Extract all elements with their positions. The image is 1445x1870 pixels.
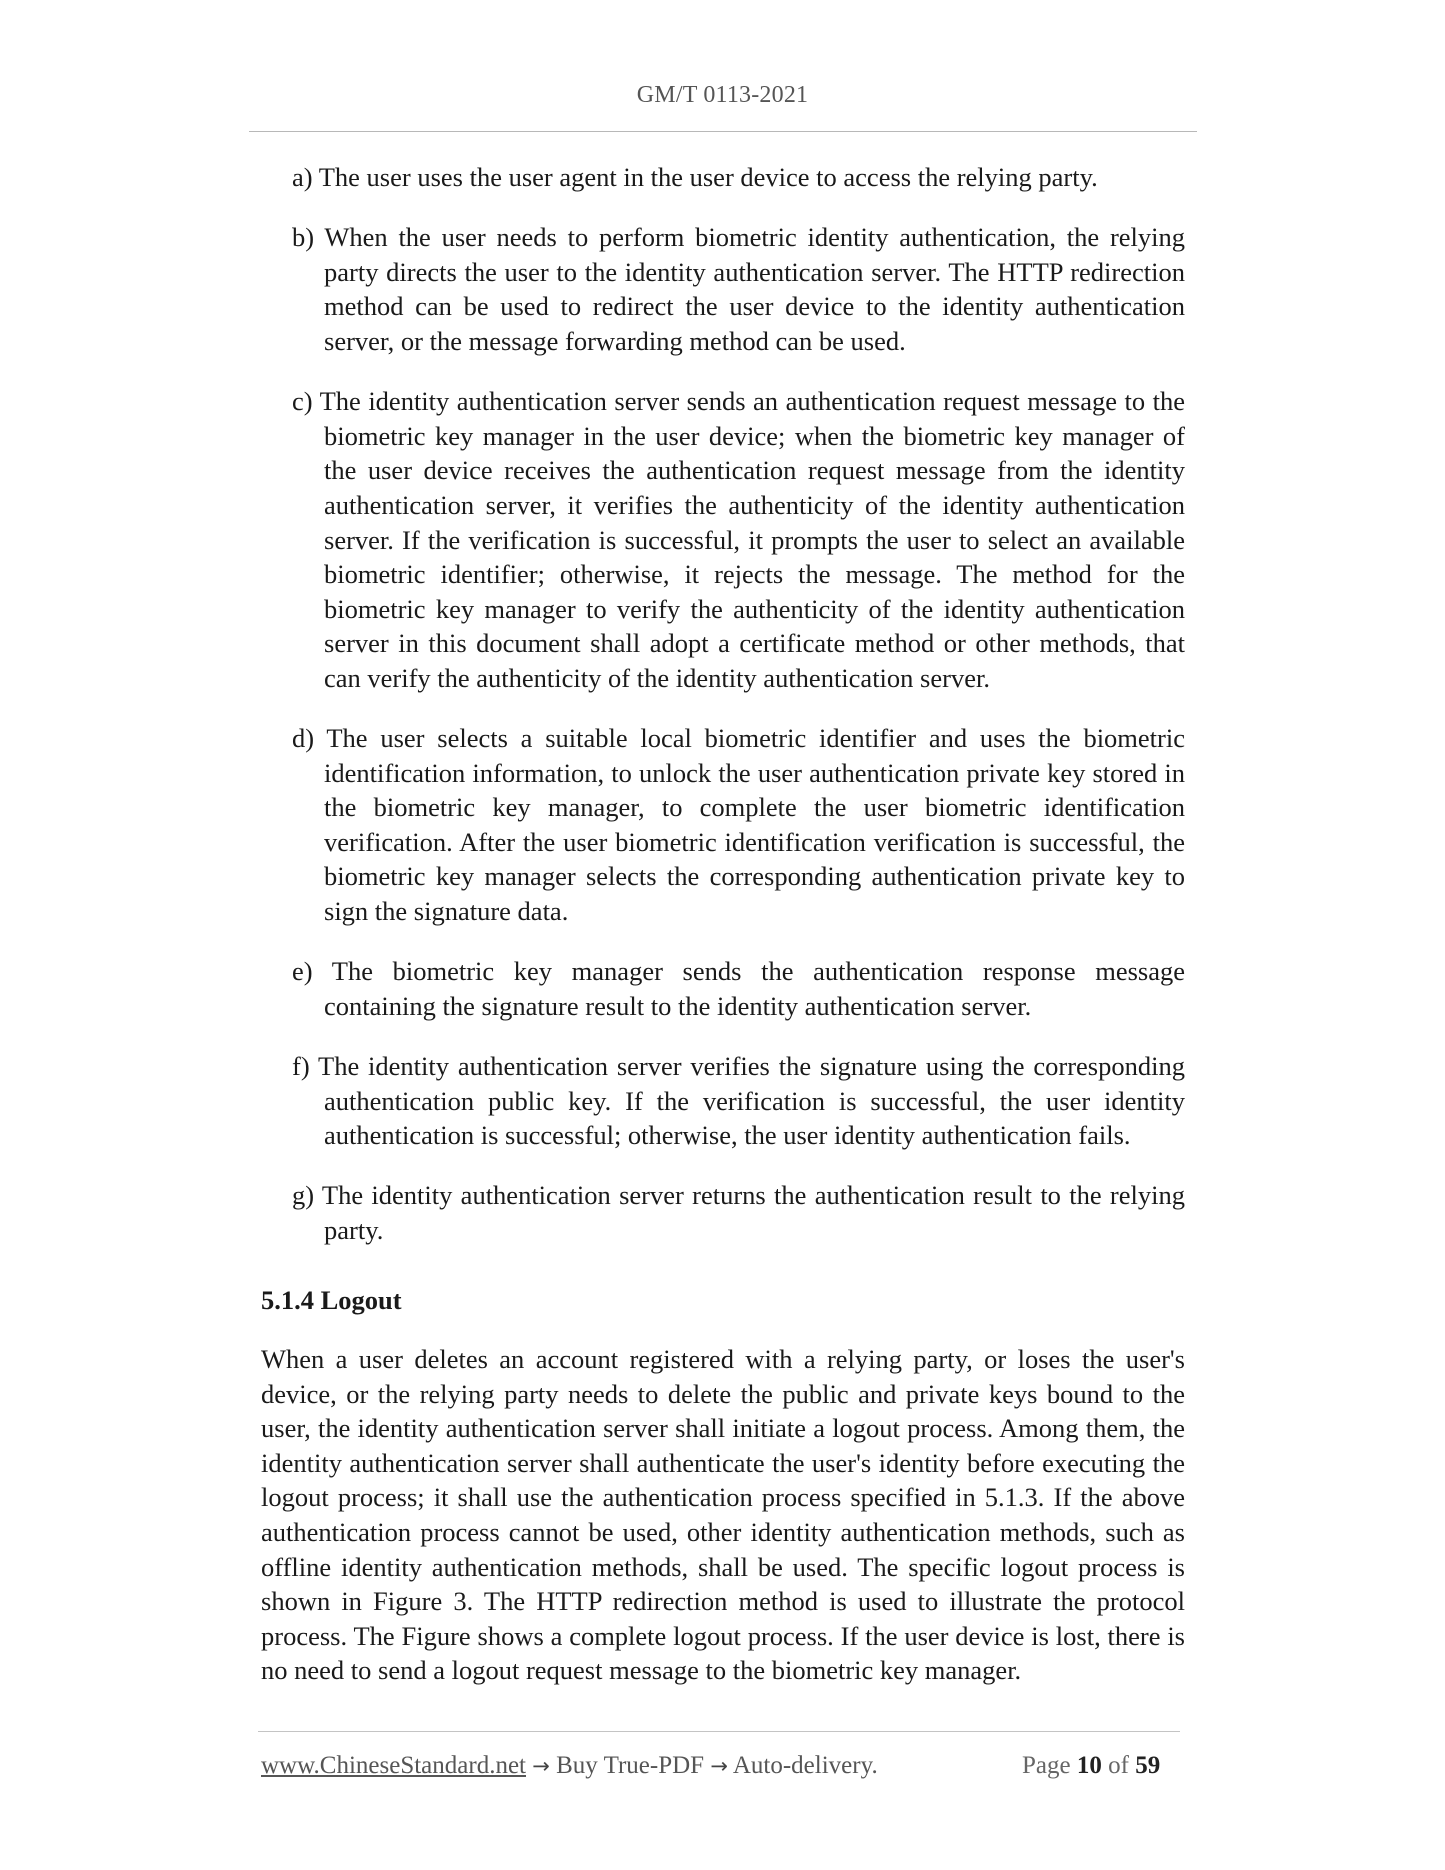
site-link[interactable]: www.ChineseStandard.net [261, 1752, 526, 1779]
header-divider [249, 131, 1197, 132]
page-of: of [1108, 1752, 1129, 1779]
page-label: Page [1022, 1752, 1071, 1779]
arrow-right-icon: → [710, 1754, 728, 1778]
footer-divider [258, 1731, 1180, 1732]
step-f: f) The identity authentication server verifies the signature using the corresponding authentication public key. If the verification is successful, the user identity authentication is successful; otherwise, the user identity authentication fails. [292, 1051, 1185, 1151]
authentication-steps-list [292, 160, 1185, 1273]
step-a: a) The user uses the user agent in the user device to access the relying party. [292, 162, 1098, 192]
page-header: GM/T 0113-2021 [636, 82, 809, 108]
step-b: b) When the user needs to perform biometric identity authentication, the relying party directs the user to the identity authentication server. The HTTP redirection method can be used to redirect the user device to the identity authentication server, or the message forwarding method can be used. [292, 222, 1185, 356]
arrow-right-icon: → [532, 1754, 550, 1778]
buy-link[interactable]: Buy True-PDF [556, 1752, 705, 1779]
footer-links [261, 1752, 878, 1780]
logout-paragraph: When a user deletes an account registered with a relying party, or loses the user's device, or the relying party needs to delete the public and private keys bound to the user, the identity authentication server shall initiate a logout process. Among them, the identity authentication server shall authenticate the user's identity before executing the logout process; it shall use the authentication process specified in 5.1.3. If the above authentication process cannot be used, other identity authentication methods, such as offline identity authentication methods, shall be used. The specific logout process is shown in Figure 3. The HTTP redirection method is used to illustrate the protocol process. The Figure shows a complete logout process. If the user device is lost, there is no need to send a logout request message to the biometric key manager. [261, 1344, 1185, 1686]
section-heading: 5.1.4 Logout [261, 1285, 402, 1315]
step-e: e) The biometric key manager sends the authentication response message containing the signature result to the identity authentication server. [292, 956, 1185, 1021]
page-total: 59 [1135, 1752, 1161, 1779]
page-indicator [1022, 1752, 1160, 1780]
step-c: c) The identity authentication server sends an authentication request message to the biometric key manager in the user device; when the biometric key manager of the user device receives the authentication request message from the identity authentication server, it verifies the authenticity of the identity authentication server. If the verification is successful, it prompts the user to select an available biometric identifier; otherwise, it rejects the message. The method for the biometric key manager to verify the authenticity of the identity authentication server in this document shall adopt a certificate method or other methods, that can verify the authenticity of the identity authentication server. [292, 386, 1185, 693]
step-d: d) The user selects a suitable local biometric identifier and uses the biometric identification information, to unlock the user authentication private key stored in the biometric key manager, to complete the user biometric identification verification. After the user biometric identification verification is successful, the biometric key manager selects the corresponding authentication private key to sign the signature data. [292, 723, 1185, 927]
delivery-text: Auto-delivery. [732, 1752, 878, 1779]
page-current: 10 [1076, 1752, 1102, 1779]
step-g: g) The identity authentication server returns the authentication result to the relying party. [292, 1180, 1185, 1245]
